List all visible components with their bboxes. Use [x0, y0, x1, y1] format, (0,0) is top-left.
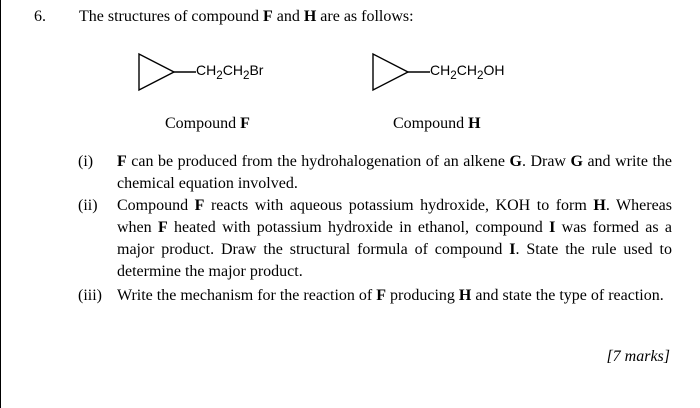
compound-letter: F: [376, 287, 387, 304]
cyclopropyl-ring-f: [138, 50, 198, 100]
part-text-segment: producing: [386, 287, 459, 304]
part-number: (ii): [78, 197, 98, 214]
compound-f-label: Compound F: [165, 115, 250, 132]
cyclopropyl-ring-h: [372, 50, 432, 100]
compound-letter: G: [570, 153, 583, 170]
part-text-segment: and write the chemical equation involved.: [117, 153, 672, 192]
compound-h-label: Compound H: [393, 115, 481, 132]
part-number: (i): [78, 153, 94, 170]
structure-compound-h: [372, 50, 572, 100]
marks-allocation: [7 marks]: [606, 348, 670, 365]
part-text-segment: can be produced from the hydrohalogenation of an alkene: [126, 153, 510, 170]
part-text-segment: was formed as a major product. Draw the structural formula of compound: [117, 219, 673, 258]
substituent-h: $CH_2CH_2OH$: [430, 62, 505, 82]
compound-letter: H: [593, 197, 606, 214]
part-text-segment: . State the rule used to determine the major product.: [117, 241, 673, 280]
part-text-segment: heated with potassium hydroxide in ethanol, compound: [167, 219, 550, 236]
compound-letter: F: [194, 197, 205, 214]
part-text-segment: Compound: [117, 197, 195, 214]
structure-compound-f: [138, 50, 338, 100]
compound-letter: H: [458, 287, 472, 304]
compound-letter: I: [549, 219, 556, 236]
question-stem: [79, 8, 414, 26]
part-text-segment: Write the mechanism for the reaction of: [117, 287, 377, 304]
part-text-segment: and state the type of reaction.: [471, 287, 664, 304]
part-text: [117, 151, 672, 195]
part-text: [117, 285, 672, 307]
stem-text-1: The structures of compound: [79, 8, 263, 25]
compound-letter: F: [157, 219, 168, 236]
part-number: (iii): [78, 287, 102, 304]
compound-letter: F: [117, 153, 127, 170]
part-text-segment: . Whereas when: [117, 197, 673, 236]
compound-letter: G: [509, 153, 522, 170]
part-text-segment: reacts with aqueous potassium hydroxide, KOH to form: [204, 197, 594, 214]
question-number: 6.: [34, 8, 46, 25]
part-text-segment: . Draw: [521, 153, 571, 170]
page-left-border: [0, 0, 1, 408]
stem-text-3: are as follows:: [316, 8, 414, 25]
compound-letter: I: [509, 241, 516, 258]
substituent-f: $CH_2CH_2Br$: [196, 62, 264, 82]
stem-text-2: and: [272, 8, 304, 25]
stem-compound-f: F: [262, 8, 273, 25]
part-text: [117, 195, 672, 283]
stem-compound-h: H: [303, 8, 317, 25]
